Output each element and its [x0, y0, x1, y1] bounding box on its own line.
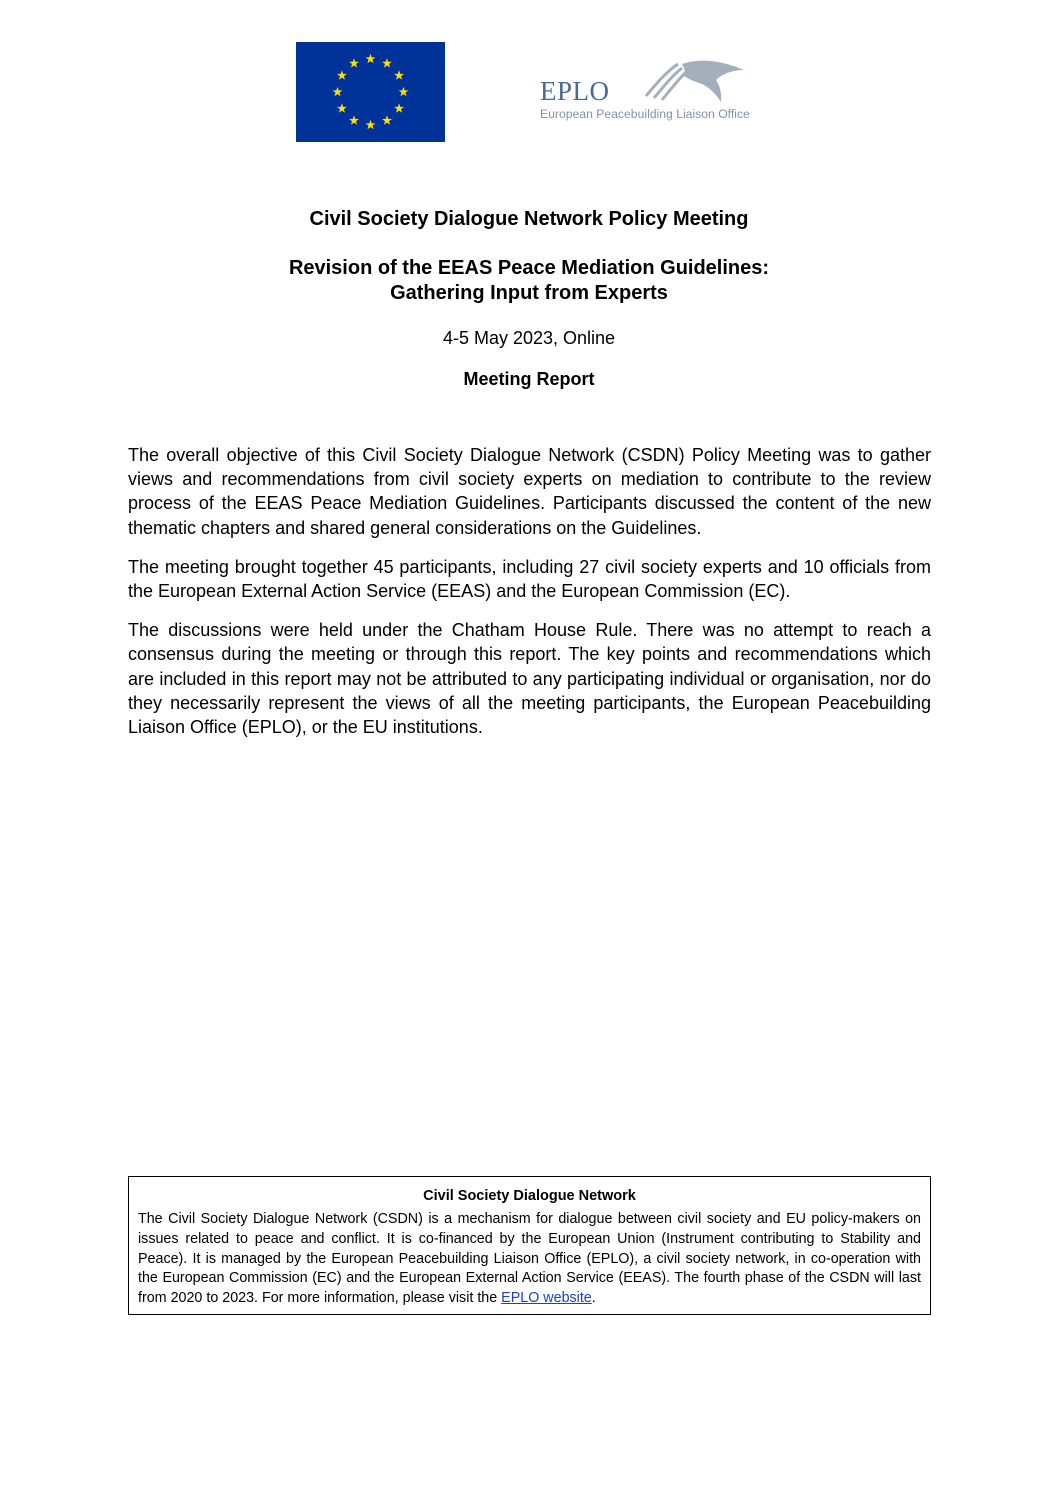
- document-title: Civil Society Dialogue Network Policy Meeting: [309, 208, 749, 230]
- csdn-box-text: [138, 1210, 921, 1309]
- eu-flag-logo: [296, 42, 445, 142]
- eplo-wordmark: EPLO: [540, 76, 610, 106]
- eu-flag-icon: [296, 42, 445, 142]
- bird-icon: [622, 56, 752, 106]
- report-label: Meeting Report: [463, 369, 595, 389]
- csdn-box-title: Civil Society Dialogue Network: [423, 1188, 636, 1204]
- body-paragraph: The discussions were held under the Chatham House Rule. There was no attempt to reach a consensus during the meeting or through this report. The key points and recommendations which are included in this report may not be attributed to any participating individual or organisation, nor do they necessarily represent the views of all the meeting participants, the European Peacebuilding Liaison Office (EPLO), or the EU institutions.: [128, 620, 931, 738]
- document-subtitle-line-1: Revision of the EEAS Peace Mediation Guidelines:: [288, 257, 770, 279]
- body-paragraph: The overall objective of this Civil Society Dialogue Network (CSDN) Policy Meeting was to gather views and recommendations from civil society experts on mediation to contribute to the review process of the EEAS Peace Mediation Guidelines. Participants discussed the content of the new thematic chapters and shared general considerations on the Guidelines.: [128, 445, 931, 538]
- csdn-info-box: [128, 1176, 931, 1315]
- document-subtitle-line-2: Gathering Input from Experts: [390, 282, 668, 304]
- body-text: [128, 443, 931, 754]
- eplo-subtitle: European Peacebuilding Liaison Office: [540, 107, 750, 121]
- csdn-box-body: The Civil Society Dialogue Network (CSDN) is a mechanism for dialogue between civil society and EU policy-makers on issues related to peace and conflict. It is co-financed by the European Union (Instrument contributing to Stability and Peace). It is managed by the European Peacebuilding Liaison Office (EPLO), a civil society network, in co-operation with the European Commission (EC) and the European External Action Service (EEAS). The fourth phase of the CSDN will last from 2020 to 2023. For more information, please visit the: [138, 1211, 921, 1307]
- csdn-box-text-end: .: [591, 1290, 596, 1307]
- body-paragraph: The meeting brought together 45 participants, including 27 civil society experts and 10 officials from the European External Action Service (EEAS) and the European Commission (EC).: [128, 556, 931, 602]
- eplo-logo: [538, 56, 753, 128]
- eplo-website-link[interactable]: EPLO website: [501, 1290, 592, 1307]
- date-location: 4-5 May 2023, Online: [442, 328, 616, 348]
